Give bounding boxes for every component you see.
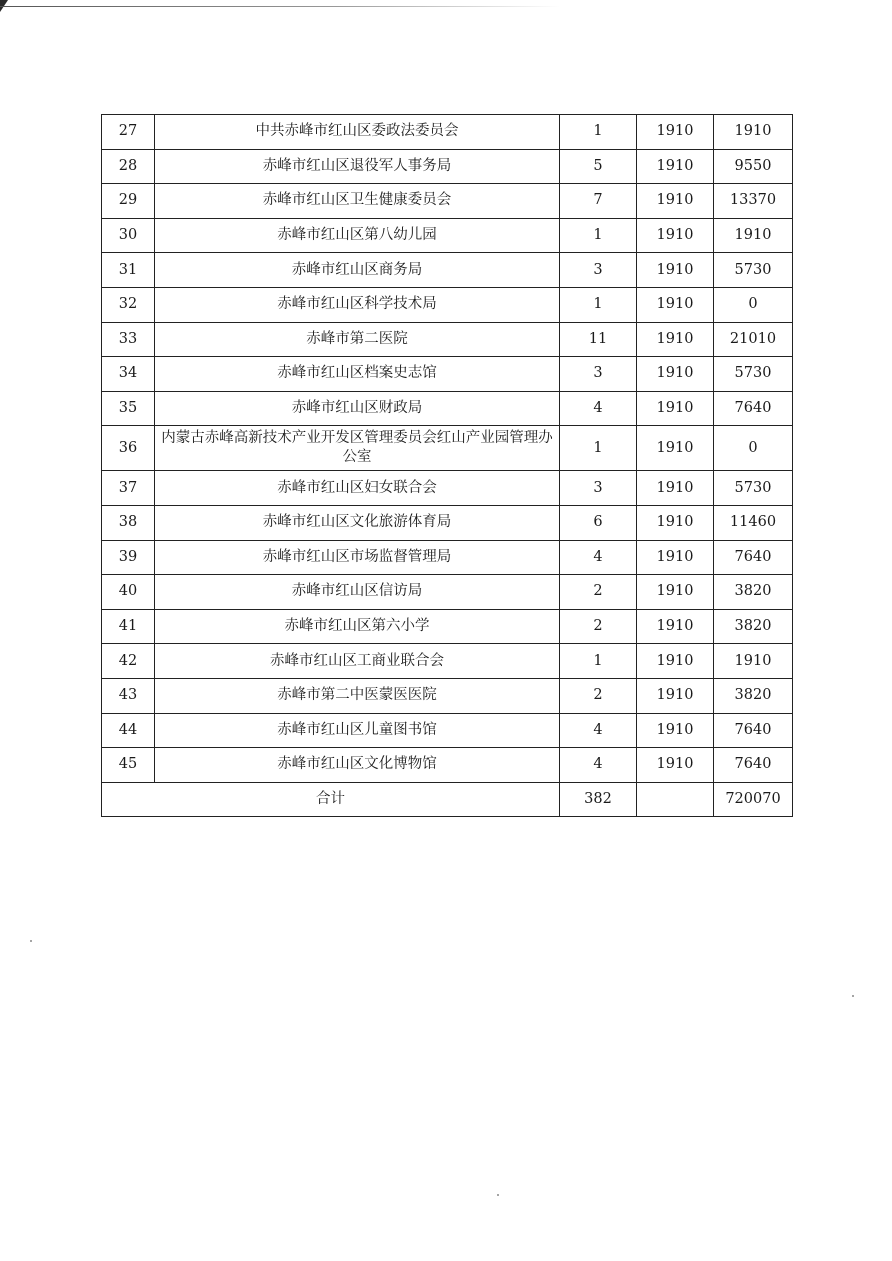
total-amount-cell: 1910 [714, 644, 793, 679]
total-amount-cell: 5730 [714, 253, 793, 288]
row-number-cell: 38 [102, 505, 155, 540]
standard-amount-cell: 1910 [637, 713, 714, 748]
standard-amount-cell: 1910 [637, 253, 714, 288]
total-amount-cell: 1910 [714, 115, 793, 150]
unit-name-cell: 赤峰市红山区妇女联合会 [155, 471, 560, 506]
unit-name-cell: 赤峰市红山区第六小学 [155, 609, 560, 644]
row-number-cell: 36 [102, 426, 155, 471]
table-row [102, 713, 793, 748]
unit-name-cell: 赤峰市第二中医蒙医医院 [155, 678, 560, 713]
standard-amount-cell: 1910 [637, 184, 714, 219]
row-number-cell: 35 [102, 391, 155, 426]
unit-name-cell: 赤峰市红山区退役军人事务局 [155, 149, 560, 184]
summary-standard-cell [637, 782, 714, 817]
unit-name-cell: 中共赤峰市红山区委政法委员会 [155, 115, 560, 150]
table-row [102, 471, 793, 506]
allowance-table [101, 114, 793, 817]
standard-amount-cell: 1910 [637, 426, 714, 471]
row-number-cell: 40 [102, 575, 155, 610]
summary-count-cell: 382 [560, 782, 637, 817]
row-number-cell: 41 [102, 609, 155, 644]
standard-amount-cell: 1910 [637, 471, 714, 506]
table-row [102, 391, 793, 426]
standard-amount-cell: 1910 [637, 357, 714, 392]
unit-name-cell: 赤峰市红山区市场监督管理局 [155, 540, 560, 575]
summary-label-cell: 合计 [102, 782, 560, 817]
table-row [102, 426, 793, 471]
row-number-cell: 37 [102, 471, 155, 506]
table-row [102, 609, 793, 644]
table-row [102, 322, 793, 357]
people-count-cell: 3 [560, 471, 637, 506]
unit-name-cell: 赤峰市红山区文化旅游体育局 [155, 505, 560, 540]
people-count-cell: 2 [560, 575, 637, 610]
people-count-cell: 7 [560, 184, 637, 219]
standard-amount-cell: 1910 [637, 575, 714, 610]
total-amount-cell: 11460 [714, 505, 793, 540]
total-amount-cell: 13370 [714, 184, 793, 219]
standard-amount-cell: 1910 [637, 644, 714, 679]
row-number-cell: 39 [102, 540, 155, 575]
scan-edge-line [0, 6, 560, 7]
people-count-cell: 4 [560, 391, 637, 426]
standard-amount-cell: 1910 [637, 322, 714, 357]
row-number-cell: 27 [102, 115, 155, 150]
table-row [102, 149, 793, 184]
people-count-cell: 4 [560, 748, 637, 783]
total-amount-cell: 7640 [714, 713, 793, 748]
table-row [102, 287, 793, 322]
unit-name-cell: 赤峰市红山区商务局 [155, 253, 560, 288]
people-count-cell: 1 [560, 115, 637, 150]
table-row [102, 184, 793, 219]
scan-speck [497, 1194, 499, 1196]
table-row [102, 644, 793, 679]
total-amount-cell: 7640 [714, 540, 793, 575]
row-number-cell: 30 [102, 218, 155, 253]
total-amount-cell: 3820 [714, 609, 793, 644]
scan-speck [852, 995, 854, 997]
row-number-cell: 29 [102, 184, 155, 219]
table-body [102, 115, 793, 817]
people-count-cell: 1 [560, 287, 637, 322]
people-count-cell: 1 [560, 644, 637, 679]
unit-name-cell: 赤峰市红山区财政局 [155, 391, 560, 426]
people-count-cell: 11 [560, 322, 637, 357]
people-count-cell: 4 [560, 540, 637, 575]
standard-amount-cell: 1910 [637, 218, 714, 253]
table-row [102, 218, 793, 253]
total-amount-cell: 5730 [714, 357, 793, 392]
total-amount-cell: 3820 [714, 575, 793, 610]
standard-amount-cell: 1910 [637, 505, 714, 540]
unit-name-cell: 赤峰市红山区工商业联合会 [155, 644, 560, 679]
row-number-cell: 34 [102, 357, 155, 392]
table-row [102, 253, 793, 288]
row-number-cell: 42 [102, 644, 155, 679]
unit-name-cell: 内蒙古赤峰高新技术产业开发区管理委员会红山产业园管理办公室 [155, 426, 560, 471]
unit-name-cell: 赤峰市红山区信访局 [155, 575, 560, 610]
table-row [102, 115, 793, 150]
row-number-cell: 28 [102, 149, 155, 184]
people-count-cell: 3 [560, 357, 637, 392]
row-number-cell: 33 [102, 322, 155, 357]
standard-amount-cell: 1910 [637, 115, 714, 150]
total-amount-cell: 5730 [714, 471, 793, 506]
people-count-cell: 1 [560, 426, 637, 471]
total-amount-cell: 21010 [714, 322, 793, 357]
row-number-cell: 43 [102, 678, 155, 713]
total-amount-cell: 1910 [714, 218, 793, 253]
table-row [102, 678, 793, 713]
unit-name-cell: 赤峰市红山区儿童图书馆 [155, 713, 560, 748]
table-row [102, 505, 793, 540]
row-number-cell: 32 [102, 287, 155, 322]
row-number-cell: 31 [102, 253, 155, 288]
people-count-cell: 3 [560, 253, 637, 288]
scan-speck [30, 940, 32, 942]
row-number-cell: 45 [102, 748, 155, 783]
table-row [102, 575, 793, 610]
unit-name-cell: 赤峰市红山区第八幼儿园 [155, 218, 560, 253]
standard-amount-cell: 1910 [637, 391, 714, 426]
unit-name-cell: 赤峰市红山区卫生健康委员会 [155, 184, 560, 219]
standard-amount-cell: 1910 [637, 149, 714, 184]
standard-amount-cell: 1910 [637, 748, 714, 783]
standard-amount-cell: 1910 [637, 678, 714, 713]
total-amount-cell: 3820 [714, 678, 793, 713]
standard-amount-cell: 1910 [637, 540, 714, 575]
standard-amount-cell: 1910 [637, 287, 714, 322]
unit-name-cell: 赤峰市第二医院 [155, 322, 560, 357]
summary-row [102, 782, 793, 817]
people-count-cell: 2 [560, 678, 637, 713]
row-number-cell: 44 [102, 713, 155, 748]
table-row [102, 540, 793, 575]
table-row [102, 748, 793, 783]
total-amount-cell: 0 [714, 287, 793, 322]
people-count-cell: 5 [560, 149, 637, 184]
unit-name-cell: 赤峰市红山区文化博物馆 [155, 748, 560, 783]
people-count-cell: 1 [560, 218, 637, 253]
standard-amount-cell: 1910 [637, 609, 714, 644]
people-count-cell: 4 [560, 713, 637, 748]
table-row [102, 357, 793, 392]
total-amount-cell: 0 [714, 426, 793, 471]
people-count-cell: 2 [560, 609, 637, 644]
unit-name-cell: 赤峰市红山区科学技术局 [155, 287, 560, 322]
total-amount-cell: 7640 [714, 748, 793, 783]
unit-name-cell: 赤峰市红山区档案史志馆 [155, 357, 560, 392]
total-amount-cell: 9550 [714, 149, 793, 184]
people-count-cell: 6 [560, 505, 637, 540]
summary-total-cell: 720070 [714, 782, 793, 817]
total-amount-cell: 7640 [714, 391, 793, 426]
